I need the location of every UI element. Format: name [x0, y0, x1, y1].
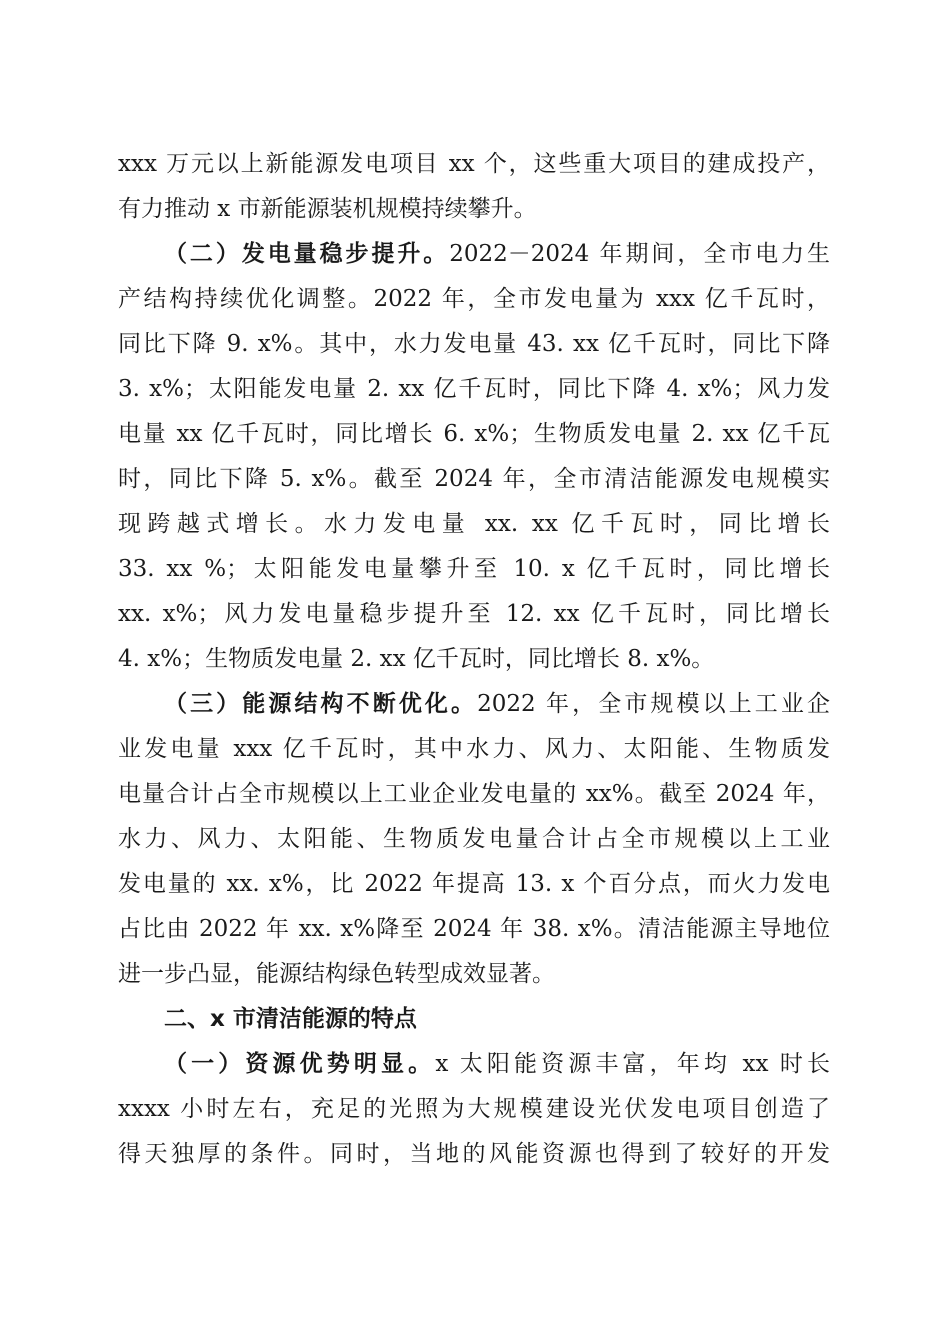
- paragraph-2-line-3: 同比下降 9. x%。其中，水力发电量 43. xx 亿千瓦时，同比下降: [118, 331, 830, 357]
- paragraph-2-line-1-text: 2022－2024 年期间，全市电力生: [449, 241, 830, 267]
- paragraph-2-line-2: 产结构持续优化调整。2022 年，全市发电量为 xxx 亿千瓦时，: [118, 286, 830, 312]
- paragraph-2-heading: （二）发电量稳步提升。: [164, 240, 450, 267]
- paragraph-3-line-6: 占比由 2022 年 xx. x%降至 2024 年 38. x%。清洁能源主导地位: [118, 916, 830, 942]
- paragraph-2-line-1: [164, 232, 830, 276]
- paragraph-4-line-2: xxxx 小时左右，充足的光照为大规模建设光伏发电项目创造了: [118, 1096, 830, 1122]
- paragraph-1-line-2: 有力推动 x 市新能源装机规模持续攀升。: [118, 196, 537, 222]
- paragraph-3-line-7: 进一步凸显，能源结构绿色转型成效显著。: [118, 961, 555, 987]
- paragraph-2-line-5: 电量 xx 亿千瓦时，同比增长 6. x%；生物质发电量 2. xx 亿千瓦: [118, 421, 830, 447]
- paragraph-2-line-10: 4. x%；生物质发电量 2. xx 亿千瓦时，同比增长 8. x%。: [118, 646, 715, 672]
- paragraph-2-line-6: 时，同比下降 5. x%。截至 2024 年，全市清洁能源发电规模实: [118, 466, 830, 492]
- paragraph-3-line-4: 水力、风力、太阳能、生物质发电量合计占全市规模以上工业: [118, 826, 830, 852]
- paragraph-3-heading: （三）能源结构不断优化。: [164, 690, 478, 717]
- paragraph-3-line-1: [164, 682, 830, 726]
- paragraph-3-line-2: 业发电量 xxx 亿千瓦时，其中水力、风力、太阳能、生物质发: [118, 736, 830, 762]
- paragraph-4-line-1: [164, 1042, 830, 1086]
- paragraph-3-line-5: 发电量的 xx. x%，比 2022 年提高 13. x 个百分点，而火力发电: [118, 871, 830, 897]
- paragraph-3-line-3: 电量合计占全市规模以上工业企业发电量的 xx%。截至 2024 年，: [118, 781, 830, 807]
- paragraph-4-line-1-text: x 太阳能资源丰富，年均 xx 时长: [435, 1051, 830, 1077]
- paragraph-2-line-9: xx. x%；风力发电量稳步提升至 12. xx 亿千瓦时，同比增长: [118, 601, 830, 627]
- paragraph-4-line-3: 得天独厚的条件。同时，当地的风能资源也得到了较好的开发: [118, 1141, 830, 1167]
- paragraph-3-line-1-text: 2022 年，全市规模以上工业企: [477, 691, 830, 717]
- paragraph-2-line-4: 3. x%；太阳能发电量 2. xx 亿千瓦时，同比下降 4. x%；风力发: [118, 376, 830, 402]
- paragraph-4-heading: （一）资源优势明显。: [164, 1050, 436, 1077]
- section-2-heading: 二、x 市清洁能源的特点: [164, 1006, 417, 1032]
- paragraph-2-line-8: 33. xx %；太阳能发电量攀升至 10. x 亿千瓦时，同比增长: [118, 556, 830, 582]
- paragraph-2-line-7: 现跨越式增长。水力发电量 xx. xx 亿千瓦时，同比增长: [118, 511, 830, 537]
- paragraph-1-line-1: xxx 万元以上新能源发电项目 xx 个，这些重大项目的建成投产，: [118, 151, 830, 177]
